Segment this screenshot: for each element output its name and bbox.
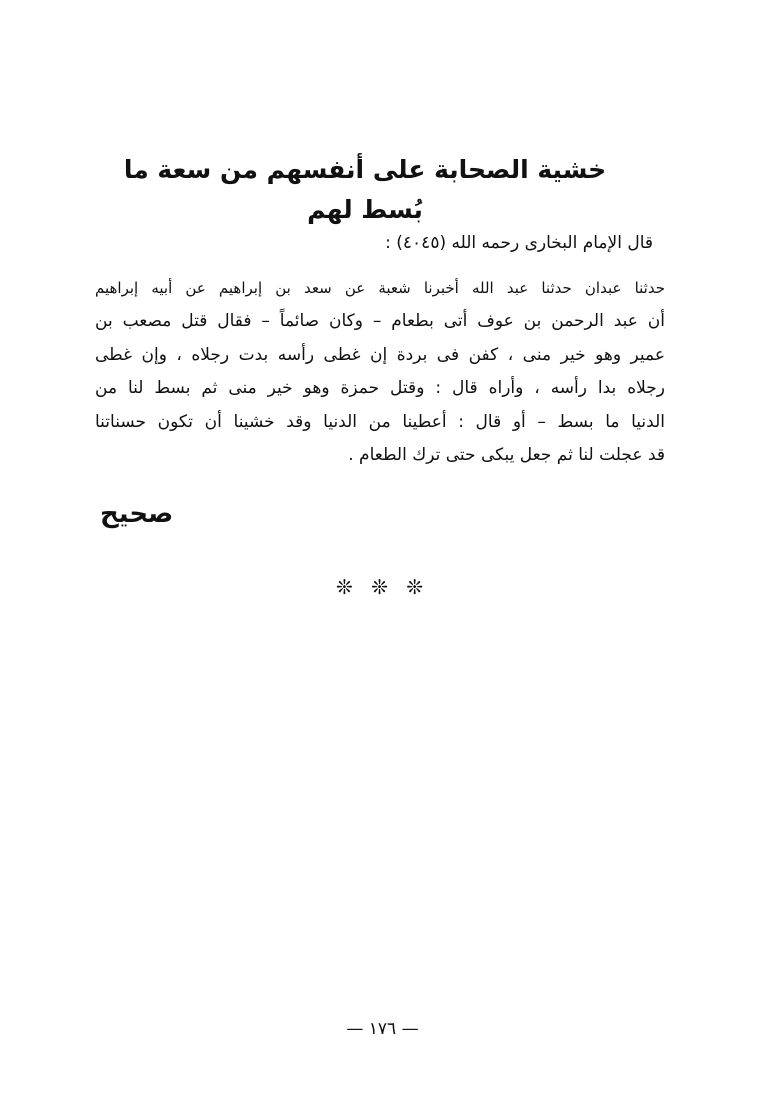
hadith-line: رجلاه بدا رأسه ، وأراه قال : وقتل حمزة وهو خير منى ثم بسط لنا من bbox=[95, 378, 665, 399]
hadith-line: عمير وهو خير منى ، كفن فى بردة إن غطى رأسه بدت رجلاه ، وإن غطى bbox=[95, 344, 665, 365]
hadith-grade: صحيح bbox=[100, 499, 174, 529]
hadith-line: حدثنا عبدان حدثنا عبد الله أخبرنا شعبة عن سعد بن إبراهيم عن أبيه إبراهيم bbox=[95, 279, 665, 297]
hadith-line: قد عجلت لنا ثم جعل يبكى حتى ترك الطعام . bbox=[348, 444, 665, 465]
hadith-line: أن عبد الرحمن بن عوف أتى بطعام – وكان صائماً – فقال قتل مصعب بن bbox=[95, 311, 665, 332]
hadith-source-intro: قال الإمام البخارى رحمه الله (٤٠٤٥) : bbox=[385, 233, 653, 253]
section-separator: ❊ ❊ ❊ bbox=[336, 575, 429, 599]
page-number: — ١٧٦ — bbox=[346, 1019, 419, 1039]
hadith-line: الدنيا ما بسط – أو قال : أعطينا من الدنيا وقد خشينا أن تكون حسناتنا bbox=[95, 411, 665, 432]
chapter-title: خشية الصحابة على أنفسهم من سعة ما بُسط لهم bbox=[123, 155, 607, 224]
hadith-body bbox=[95, 272, 665, 472]
